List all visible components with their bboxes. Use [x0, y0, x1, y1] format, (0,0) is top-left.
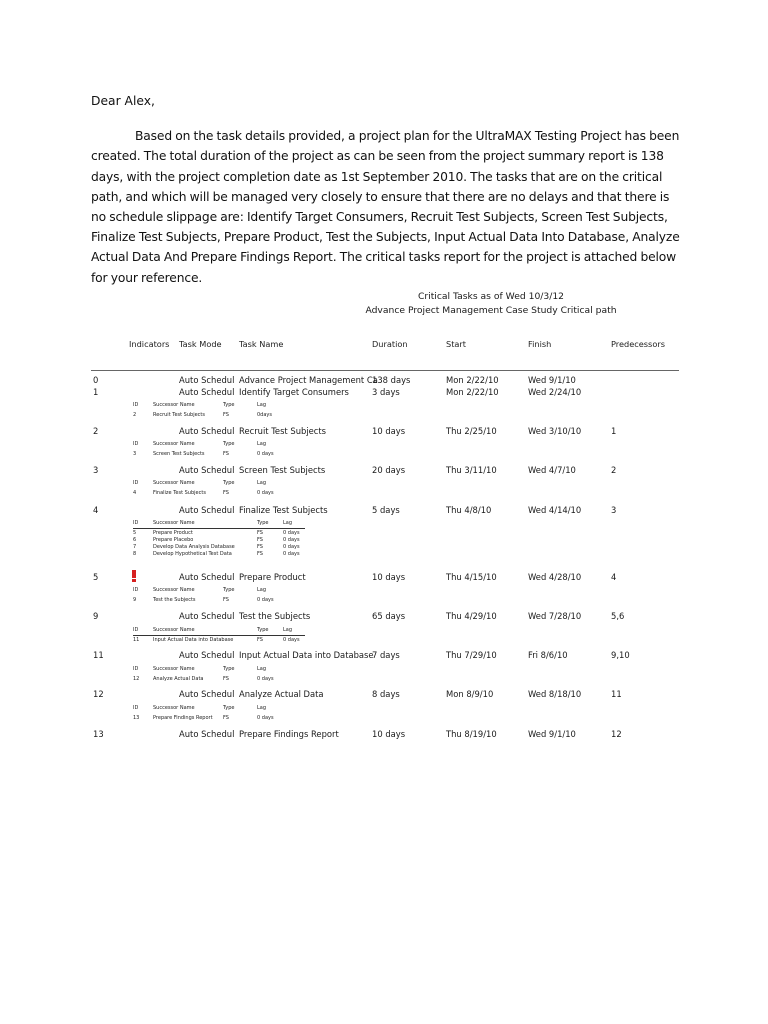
task-duration: 10 days — [372, 729, 406, 739]
successor-id: 2 — [133, 412, 137, 418]
successor-header-lag: Lag — [257, 402, 267, 408]
task-mode: Auto Schedul — [179, 729, 235, 739]
successor-name: Input Actual Data into Database — [153, 637, 234, 643]
successor-header-type: Type — [223, 666, 235, 672]
indicator-icon — [131, 570, 137, 582]
col-header-duration: Duration — [372, 339, 408, 349]
successor-type: FS — [257, 551, 263, 557]
letter — [91, 91, 681, 288]
successor-lag: 0 days — [257, 451, 274, 457]
task-finish: Wed 3/10/10 — [528, 426, 582, 436]
task-start: Thu 4/8/10 — [446, 505, 492, 515]
successor-header-lag: Lag — [257, 480, 267, 486]
successor-type: FS — [223, 715, 229, 721]
successor-header-lag: Lag — [283, 627, 293, 633]
successor-header-name: Successor Name — [153, 666, 195, 672]
successor-name: Develop Hypothetical Test Data — [153, 551, 232, 557]
successor-header-id: ID — [133, 627, 139, 633]
successor-header-lag: Lag — [257, 705, 267, 711]
task-finish: Wed 4/28/10 — [528, 572, 582, 582]
task-duration: 8 days — [372, 689, 400, 699]
successor-header-type: Type — [223, 441, 235, 447]
task-start: Thu 8/19/10 — [446, 729, 497, 739]
successor-name: Develop Data Analysis Database — [153, 544, 235, 550]
task-duration: 10 days — [372, 426, 406, 436]
task-start: Thu 4/29/10 — [446, 611, 497, 621]
task-finish: Fri 8/6/10 — [528, 650, 568, 660]
successor-header-type: Type — [223, 587, 235, 593]
col-header-start: Start — [446, 339, 467, 349]
successor-header-id: ID — [133, 520, 139, 526]
task-duration: 138 days — [372, 375, 411, 385]
task-id: 0 — [93, 375, 99, 385]
successor-lag: 0 days — [283, 544, 300, 550]
successor-name: Prepare Product — [153, 530, 193, 536]
task-predecessors: 9,10 — [611, 650, 630, 660]
task-id: 1 — [93, 387, 99, 397]
task-duration: 65 days — [372, 611, 406, 621]
task-id: 4 — [93, 505, 99, 515]
task-mode: Auto Schedul — [179, 426, 235, 436]
letter-greeting: Dear Alex, — [91, 94, 155, 108]
task-predecessors: 2 — [611, 465, 617, 475]
task-predecessors: 4 — [611, 572, 617, 582]
task-finish: Wed 4/7/10 — [528, 465, 576, 475]
successor-header-name: Successor Name — [153, 402, 195, 408]
task-name: Identify Target Consumers — [239, 387, 349, 397]
successor-id: 8 — [133, 551, 137, 557]
successor-header-type: Type — [257, 627, 269, 633]
critical-tasks-report — [91, 278, 679, 746]
task-mode: Auto Schedul — [179, 611, 235, 621]
task-start: Mon 2/22/10 — [446, 387, 499, 397]
col-header-predecessors: Predecessors — [611, 339, 665, 349]
successor-header-id: ID — [133, 705, 139, 711]
task-name: Advance Project Management Ca — [239, 375, 378, 385]
task-duration: 5 days — [372, 505, 400, 515]
successor-name: Test the Subjects — [153, 597, 196, 603]
successor-id: 4 — [133, 490, 137, 496]
successor-id: 5 — [133, 530, 137, 536]
successor-header-lag: Lag — [257, 666, 267, 672]
task-finish: Wed 9/1/10 — [528, 375, 576, 385]
successor-header-type: Type — [257, 520, 269, 526]
task-start: Thu 2/25/10 — [446, 426, 497, 436]
successor-type: FS — [223, 676, 229, 682]
successor-row — [133, 544, 305, 551]
successor-id: 9 — [133, 597, 137, 603]
task-row — [91, 729, 679, 753]
successor-header-id: ID — [133, 587, 139, 593]
successor-name: Recruit Test Subjects — [153, 412, 205, 418]
successor-row — [133, 537, 305, 544]
successor-table — [133, 627, 305, 644]
task-finish: Wed 2/24/10 — [528, 387, 582, 397]
task-start: Thu 7/29/10 — [446, 650, 497, 660]
successor-header-name: Successor Name — [153, 587, 195, 593]
task-name: Input Actual Data into Database — [239, 650, 374, 660]
task-name: Finalize Test Subjects — [239, 505, 328, 515]
task-id: 11 — [93, 650, 104, 660]
successor-header-type: Type — [223, 480, 235, 486]
task-mode: Auto Schedul — [179, 505, 235, 515]
task-start: Thu 3/11/10 — [446, 465, 497, 475]
successor-id: 6 — [133, 537, 137, 543]
successor-id: 3 — [133, 451, 137, 457]
successor-header-id: ID — [133, 402, 139, 408]
task-mode: Auto Schedul — [179, 387, 235, 397]
task-start: Mon 2/22/10 — [446, 375, 499, 385]
successor-lag: 0days — [257, 412, 272, 418]
task-name: Prepare Findings Report — [239, 729, 339, 739]
successor-name: Prepare Placebo — [153, 537, 194, 543]
task-finish: Wed 8/18/10 — [528, 689, 582, 699]
successor-type: FS — [257, 537, 263, 543]
task-id: 13 — [93, 729, 104, 739]
header-divider — [91, 370, 679, 371]
successor-header-type: Type — [223, 705, 235, 711]
task-predecessors: 3 — [611, 505, 617, 515]
successor-type: FS — [257, 530, 263, 536]
task-id: 9 — [93, 611, 99, 621]
successor-header-name: Successor Name — [153, 520, 195, 526]
successor-header-id: ID — [133, 666, 139, 672]
successor-id: 12 — [133, 676, 140, 682]
task-predecessors: 11 — [611, 689, 622, 699]
successor-type: FS — [223, 412, 229, 418]
task-mode: Auto Schedul — [179, 572, 235, 582]
successor-lag: 0 days — [283, 537, 300, 543]
successor-table — [133, 520, 305, 558]
col-header-task-mode: Task Mode — [179, 339, 222, 349]
col-header-finish: Finish — [528, 339, 552, 349]
successor-id: 11 — [133, 637, 140, 643]
successor-header-name: Successor Name — [153, 480, 195, 486]
successor-lag: 0 days — [283, 637, 300, 643]
successor-lag: 0 days — [257, 490, 274, 496]
task-name: Recruit Test Subjects — [239, 426, 327, 436]
task-duration: 10 days — [372, 572, 406, 582]
task-duration: 3 days — [372, 387, 400, 397]
successor-type: FS — [223, 451, 229, 457]
successor-id: 7 — [133, 544, 137, 550]
task-duration: 7 days — [372, 650, 400, 660]
successor-type: FS — [257, 637, 263, 643]
task-name: Prepare Product — [239, 572, 306, 582]
task-finish: Wed 9/1/10 — [528, 729, 576, 739]
letter-body: Based on the task details provided, a project plan for the UltraMAX Testing Project has been created. The total duration of the project as can be seen from the project summary report is 138 days, with the project completion date as 1st September 2010. The tasks that are on the critical path, and which will be managed very closely to ensure that there are no delays and that there is no schedule slippage are: Identify Target Consumers, Recruit Test Subjects, Screen Test Subjects, Finalize Test Subjects, Prepare Product, Test the Subjects, Input Actual Data Into Database, Analyze Actual Data And Prepare Findings Report. The critical tasks report for the project is attached below for your reference. — [91, 129, 680, 285]
task-id: 2 — [93, 426, 99, 436]
successor-header-lag: Lag — [257, 587, 267, 593]
successor-lag: 0 days — [257, 676, 274, 682]
successor-header-id: ID — [133, 480, 139, 486]
task-id: 12 — [93, 689, 104, 699]
task-name: Screen Test Subjects — [239, 465, 326, 475]
successor-lag: 0 days — [257, 597, 274, 603]
successor-header-lag: Lag — [283, 520, 293, 526]
successor-name: Analyze Actual Data — [153, 676, 204, 682]
col-header-task-name: Task Name — [239, 339, 284, 349]
task-id: 3 — [93, 465, 99, 475]
task-start: Thu 4/15/10 — [446, 572, 497, 582]
task-finish: Wed 7/28/10 — [528, 611, 582, 621]
successor-header-lag: Lag — [257, 441, 267, 447]
successor-divider — [133, 635, 305, 636]
task-mode: Auto Schedul — [179, 650, 235, 660]
successor-lag: 0 days — [257, 715, 274, 721]
task-mode: Auto Schedul — [179, 375, 235, 385]
successor-row — [133, 551, 305, 558]
successor-name: Screen Test Subjects — [153, 451, 205, 457]
successor-lag: 0 days — [283, 551, 300, 557]
successor-header-type: Type — [223, 402, 235, 408]
task-id: 5 — [93, 572, 99, 582]
successor-header-name: Successor Name — [153, 705, 195, 711]
task-predecessors: 1 — [611, 426, 617, 436]
task-finish: Wed 4/14/10 — [528, 505, 582, 515]
successor-row — [133, 637, 305, 644]
successor-type: FS — [257, 544, 263, 550]
successor-row — [133, 530, 305, 537]
successor-header-name: Successor Name — [153, 627, 195, 633]
successor-name: Prepare Findings Report — [153, 715, 213, 721]
successor-divider — [133, 528, 305, 529]
successor-lag: 0 days — [283, 530, 300, 536]
successor-header-id: ID — [133, 441, 139, 447]
successor-header-name: Successor Name — [153, 441, 195, 447]
task-predecessors: 5,6 — [611, 611, 625, 621]
task-start: Mon 8/9/10 — [446, 689, 494, 699]
task-predecessors: 12 — [611, 729, 622, 739]
successor-id: 13 — [133, 715, 140, 721]
report-subtitle: Advance Project Management Case Study Critical path — [365, 305, 617, 316]
task-name: Test the Subjects — [239, 611, 311, 621]
task-mode: Auto Schedul — [179, 465, 235, 475]
successor-type: FS — [223, 597, 229, 603]
task-name: Analyze Actual Data — [239, 689, 324, 699]
successor-type: FS — [223, 490, 229, 496]
col-header-indicators: Indicators — [129, 339, 170, 349]
task-mode: Auto Schedul — [179, 689, 235, 699]
task-duration: 20 days — [372, 465, 406, 475]
report-title: Critical Tasks as of Wed 10/3/12 — [417, 291, 565, 302]
successor-name: Finalize Test Subjects — [153, 490, 206, 496]
